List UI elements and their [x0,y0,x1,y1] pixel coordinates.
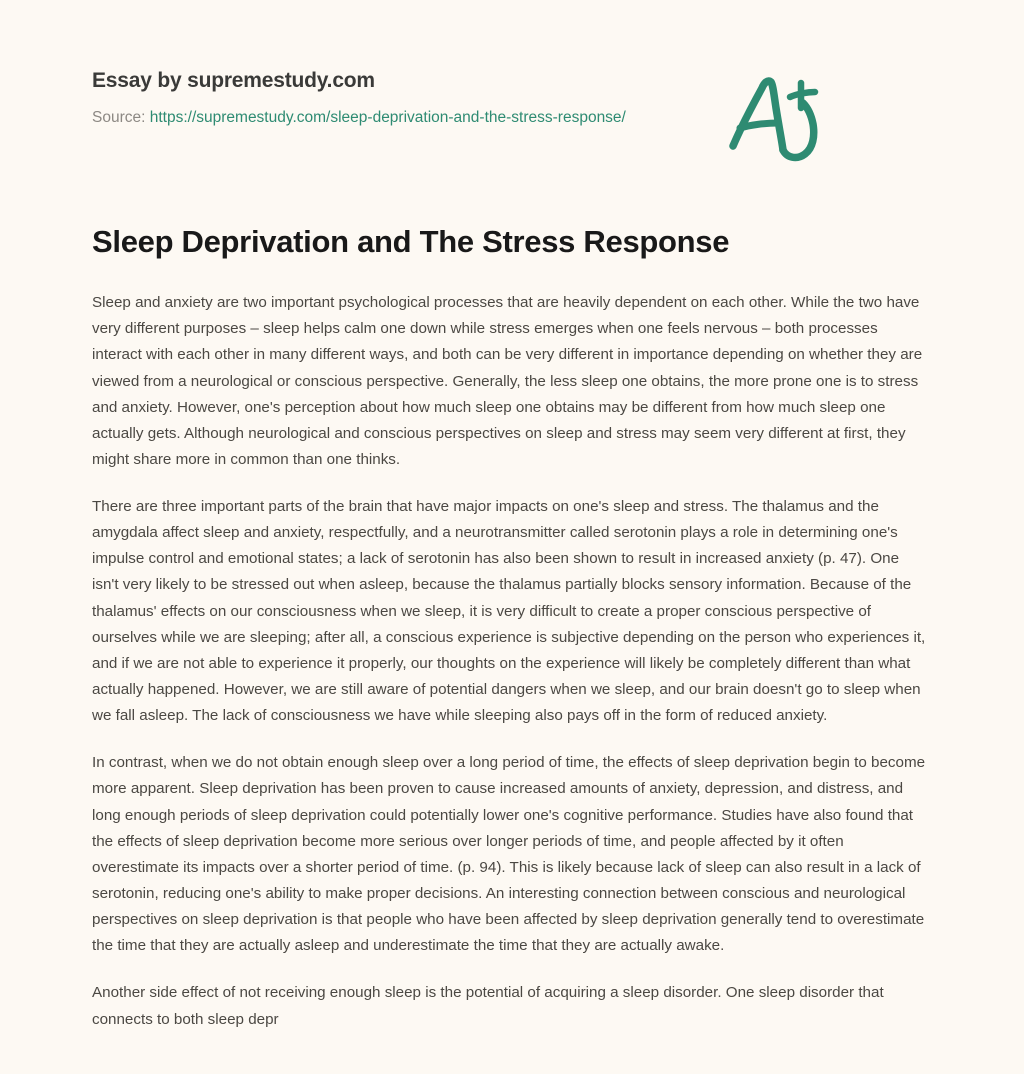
aplus-logo-icon [725,70,825,165]
paragraph: In contrast, when we do not obtain enough sleep over a long period of time, the effects of sleep deprivation begin to become more apparent. Sleep deprivation has been proven to cause increased amounts of anxiety, depression, and distress, and long enough periods of sleep deprivation could potentially lower one's cognitive performance. Studies have also found that the effects of sleep deprivation become more serious over longer periods of time, and people affected by it often overestimate its impacts over a shorter period of time. (p. 94). This is likely because lack of sleep can also result in a lack of serotonin, reducing one's ability to make proper decisions. An interesting connection between conscious and neurological perspectives on sleep deprivation is that people who have been affected by sleep deprivation generally tend to overestimate the time that they are actually asleep and underestimate the time that they are actually awake. [92,754,926,955]
document-body [92,262,927,1033]
source-url-link[interactable]: https://supremestudy.com/sleep-deprivation-and-the-stress-response/ [149,109,626,127]
paragraph: Sleep and anxiety are two important psychological processes that are heavily dependent on each other. While the two have very different purposes – sleep helps calm one down while stress emerges when one feels nervous – both processes interact with each other in many different ways, and both can be very different in importance depending on whether they are viewed from a neurological or conscious perspective. Generally, the less sleep one obtains, the more prone one is to stress and anxiety. However, one's perception about how much sleep one obtains may be different from how much sleep one actually gets. Although neurological and conscious perspectives on sleep and stress may seem very different at first, they might share more in common than one thinks. [92,294,923,468]
page-title: Sleep Deprivation and The Stress Response [92,224,730,260]
document-header [92,0,932,128]
source-label: Source: [92,109,146,127]
paragraph: Another side effect of not receiving enough sleep is the potential of acquiring a sleep disorder. One sleep disorder that connects to both sleep depr [92,984,884,1028]
essay-attribution: Essay by supremestudy.com [92,69,375,92]
paragraph: There are three important parts of the brain that have major impacts on one's sleep and stress. The thalamus and the amygdala affect sleep and anxiety, respectfully, and a neurotransmitter called serotonin plays a role in determining one's impulse control and emotional states; a lack of serotonin has also been shown to result in increased anxiety (p. 47). One isn't very likely to be stressed out when asleep, because the thalamus partially blocks sensory information. Because of the thalamus' effects on our consciousness when we sleep, it is very difficult to create a proper conscious perspective of ourselves while we are sleeping; after all, a conscious experience is subjective depending on the person who experiences it, and if we are not able to experience it properly, our thoughts on the experience will likely be completely different than what actually happened. However, we are still aware of potential dangers when we sleep, and our brain doesn't go to sleep when we fall asleep. The lack of consciousness we have while sleeping also pays off in the form of reduced anxiety. [92,498,926,725]
